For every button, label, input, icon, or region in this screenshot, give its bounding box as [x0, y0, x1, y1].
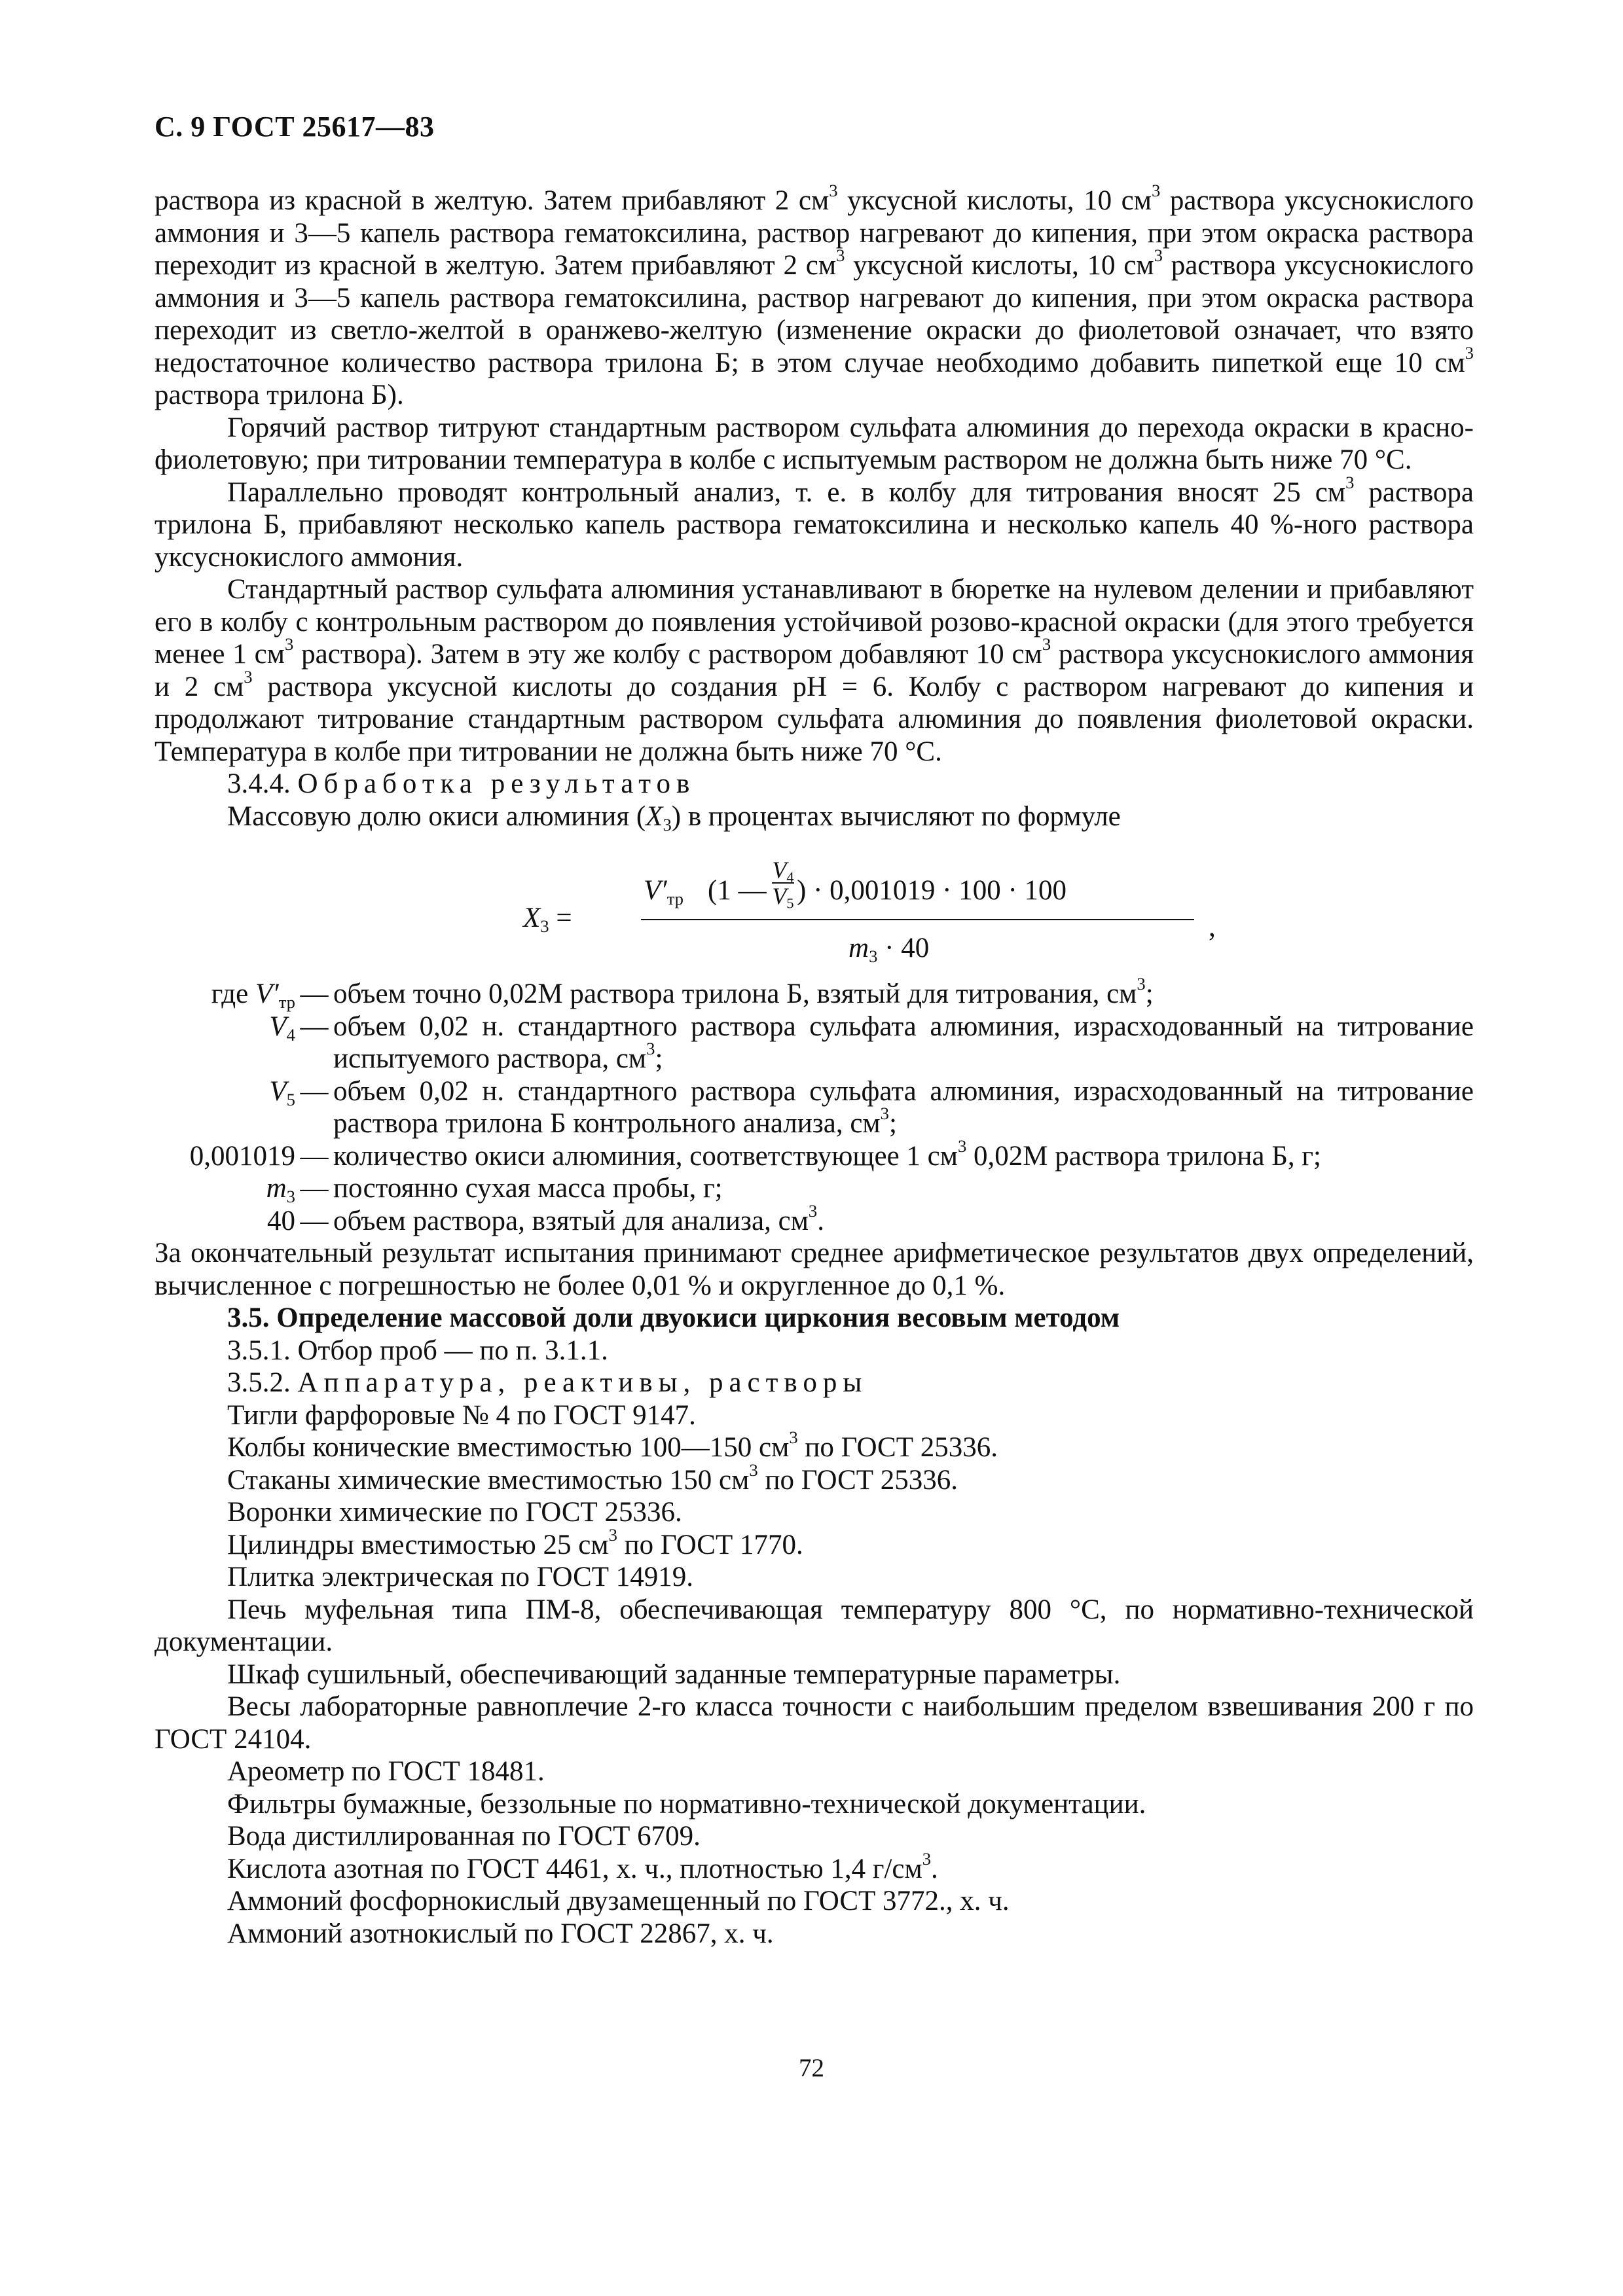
- text-run: где: [211, 978, 255, 1009]
- list-item: [155, 1496, 1474, 1529]
- definition-dash: —: [300, 1011, 329, 1042]
- text-run: V′: [255, 978, 279, 1009]
- text-run: 3: [808, 1200, 818, 1221]
- text-run: Плитка электрическая по ГОСТ 14919.: [227, 1562, 694, 1592]
- text-run: по ГОСТ 1770.: [617, 1529, 803, 1560]
- text-run: V: [269, 1075, 287, 1107]
- definition-row: [155, 1011, 1474, 1075]
- text-run: количество окиси алюминия, соответствующее 1 см: [333, 1140, 958, 1172]
- text-run: Кислота азотная по ГОСТ 4461, х. ч., плотностью 1,4 г/см: [227, 1853, 922, 1884]
- definition-text: [333, 1172, 1474, 1205]
- text-run: Весы лабораторные равноплечие 2-го класса точности с наибольшим пределом взвешивания 200 г по ГОСТ 24104.: [155, 1691, 1474, 1755]
- section-heading-3-5-2: [155, 1367, 1474, 1399]
- text-run: Вода дистиллированная по ГОСТ 6709.: [227, 1821, 701, 1852]
- text-run: 3: [284, 634, 294, 655]
- equipment-list: [155, 1399, 1474, 1950]
- paragraph: [155, 472, 1474, 574]
- text-run: Печь муфельная типа ПМ-8, обеспечивающая температуру 800 °С, по нормативно-технической документации.: [155, 1594, 1474, 1657]
- formula-fraction-line: [641, 919, 1194, 920]
- definition-dash: —: [300, 1140, 329, 1172]
- definition-text: [333, 1075, 1474, 1140]
- text-run: раствора из красной в желтую. Затем прибавляют 2 см: [155, 185, 830, 216]
- text-run: 3: [1042, 634, 1051, 655]
- paragraph: [155, 412, 1474, 476]
- paragraphs-after-formula: [155, 1237, 1474, 1302]
- text-run: За окончательный результат испытания принимают среднее арифметическое результатов двух определений, вычисленное с погрешностью не более 0,01 % и округленное до 0,1 %.: [155, 1238, 1474, 1301]
- text-run: уксусной кислоты, 10 см: [837, 185, 1152, 216]
- text-run: 3: [749, 1460, 758, 1480]
- definition-text: [333, 1136, 1474, 1173]
- text-run: 0,02М раствора трилона Б, г;: [966, 1140, 1321, 1172]
- text-run: Массовую долю окиси алюминия (: [227, 800, 646, 832]
- definition-dash: —: [300, 1173, 329, 1204]
- text-run: 3: [1154, 245, 1163, 266]
- text-run: 0,001019: [189, 1140, 295, 1172]
- list-item: [155, 1561, 1474, 1594]
- text-run: 3: [1345, 472, 1355, 492]
- text-run: раствора уксуснокислого аммония и 2 см: [155, 639, 1474, 702]
- definition-row: [155, 1172, 1474, 1205]
- text-run: X: [646, 800, 663, 832]
- text-run: раствора трилона Б).: [155, 380, 404, 410]
- formula: [155, 836, 1474, 974]
- text-run: Аммоний фосфорнокислый двузамещенный по ГОСТ 3772., х. ч.: [227, 1886, 1010, 1916]
- text-run: постоянно сухая масса пробы, г;: [333, 1173, 723, 1204]
- text-run: 3: [646, 1039, 655, 1059]
- paragraphs-before-formula: [155, 181, 1474, 768]
- list-item: [155, 1460, 1474, 1497]
- definition-row: [155, 1136, 1474, 1173]
- text-run: объем 0,02 н. стандартного раствора сульфата алюминия, израсходованный на титрование раствора трилона Б контрольного анализа, см: [333, 1075, 1474, 1139]
- text-run: 40: [267, 1205, 295, 1236]
- formula-denominator: $m_3 \cdot 40$: [848, 933, 930, 966]
- page-number: 72: [799, 2054, 824, 2082]
- list-item: [155, 1918, 1474, 1950]
- text-run: Шкаф сушильный, обеспечивающий заданные температурные параметры.: [227, 1659, 1121, 1690]
- formula-v4-over-v5: [772, 857, 794, 912]
- formula-num-open: (1 —: [708, 875, 767, 906]
- text-run: 3: [1137, 974, 1146, 994]
- text-run: уксусной кислоты, 10 см: [845, 250, 1154, 281]
- text-run: m: [266, 1173, 287, 1204]
- text-run: по ГОСТ 25336.: [797, 1432, 998, 1463]
- text-run: 3: [1151, 181, 1161, 201]
- definition-text: [333, 1011, 1474, 1075]
- text-run: Фильтры бумажные, беззольные по нормативно-технической документации.: [227, 1788, 1146, 1820]
- text-run: 3: [789, 1427, 798, 1448]
- definition-term: [155, 1140, 295, 1173]
- text-run: V: [269, 1011, 287, 1042]
- text-run: раствора уксуснокислого аммония и 3—5 капель раствора гематоксилина, раствор нагревают до кипения, при этом окраска раствора переходит из красной в желтую. Затем прибавляют 2 см: [155, 185, 1474, 281]
- text-run: Стандартный раствор сульфата алюминия устанавливают в бюретке на нулевом делении и прибавляют его в колбу с контрольным раствором до появления устойчивой розово-красной окраски (для этого требуется менее 1 см: [155, 574, 1474, 670]
- text-run: раствора). Затем в эту же колбу с раствором добавляют 10 см: [293, 639, 1042, 670]
- list-item: [155, 1524, 1474, 1562]
- list-item: [155, 1659, 1474, 1691]
- definition-row: [155, 974, 1474, 1012]
- text-run: .: [817, 1205, 824, 1236]
- text-run: 3: [880, 1103, 889, 1124]
- text-run: Воронки химические по ГОСТ 25336.: [227, 1497, 682, 1528]
- formula-v4: $V_4$: [772, 857, 794, 886]
- text-run: 3: [286, 1186, 295, 1206]
- list-item: [155, 1594, 1474, 1659]
- definition-row: [155, 1075, 1474, 1140]
- definition-term: [155, 1011, 295, 1043]
- text-run: Аммоний азотнокислый по ГОСТ 22867, х. ч.: [227, 1918, 774, 1949]
- page-header: С. 9 ГОСТ 25617—83: [155, 111, 435, 143]
- section-title: Обработка результатов: [297, 768, 696, 799]
- paragraph: [155, 1237, 1474, 1302]
- formula-v5: $V_5$: [772, 883, 794, 912]
- definition-dash: —: [300, 1205, 329, 1236]
- text-run: по ГОСТ 25336.: [757, 1464, 958, 1496]
- formula-num-rest: ) · 0,001019 · 100 · 100: [797, 875, 1067, 906]
- text-run: Стаканы химические вместимостью 150 см: [227, 1464, 750, 1496]
- text-run: объем раствора, взятый для анализа, см: [333, 1205, 809, 1236]
- list-item: [155, 1820, 1474, 1853]
- text-run: объем 0,02 н. стандартного раствора сульфата алюминия, израсходованный на титрование испытуемого раствора, см: [333, 1011, 1474, 1074]
- text-run: Ареометр по ГОСТ 18481.: [227, 1756, 545, 1787]
- text-run: 3: [663, 814, 672, 834]
- text-run: Параллельно проводят контрольный анализ, т. е. в колбу для титрования вносят 25 см: [227, 476, 1346, 508]
- text-run: ;: [655, 1043, 663, 1074]
- text-run: 3: [608, 1524, 617, 1545]
- definition-dash: —: [300, 978, 329, 1009]
- list-item: [155, 1399, 1474, 1432]
- item-3-5-1: 3.5.1. Отбор проб — по п. 3.1.1.: [227, 1335, 608, 1366]
- text-run: Колбы конические вместимостью 100—150 см: [227, 1432, 790, 1463]
- text-run: Горячий раствор титруют стандартным раствором сульфата алюминия до перехода окраски в красно-фиолетовую; при титровании температура в колбе с испытуемым раствором не должна быть ниже 70 °С.: [155, 412, 1474, 475]
- paragraph: [155, 181, 1474, 412]
- text-run: ) в процентах вычисляют по формуле: [671, 800, 1121, 832]
- list-item: [155, 1788, 1474, 1821]
- definition-text: [333, 1200, 1474, 1238]
- text-run: 3: [957, 1136, 967, 1156]
- text-run: тр: [278, 992, 295, 1012]
- text-run: ;: [888, 1108, 897, 1139]
- definition-term: [155, 1172, 295, 1205]
- text-run: .: [931, 1853, 938, 1884]
- text-run: ;: [1145, 978, 1154, 1009]
- section-number: 3.5.2.: [227, 1367, 291, 1398]
- formula-num-v: $V'_{тр}$: [644, 875, 684, 908]
- text-run: раствора уксусной кислоты до создания рН = 6. Колбу с раствором нагревают до кипения и продолжают титрование стандартным раствором сульфата алюминия до появления фиолетовой окраски. Температура в колбе при титровании не должна быть ниже 70 °С.: [155, 671, 1474, 767]
- definition-term: [155, 1205, 295, 1238]
- text-run: Цилиндры вместимостью 25 см: [227, 1529, 609, 1560]
- list-item: [155, 1885, 1474, 1918]
- section-number: 3.4.4.: [227, 768, 291, 799]
- list-item: [155, 1848, 1474, 1886]
- definition-term: [155, 1075, 295, 1108]
- text-run: 3: [829, 181, 838, 201]
- section-heading-3-4-4: [155, 768, 1474, 800]
- list-item: [155, 1427, 1474, 1464]
- text-run: 3: [244, 666, 253, 687]
- text-run: 3: [836, 245, 845, 266]
- text-run: раствора уксуснокислого аммония и 3—5 капель раствора гематоксилина, раствор нагревают до кипения, при этом окраска раствора переходит из светло-желтой в оранжево-желтую (изменение окраски до фиолетовой означает, что взято недостаточное количество раствора трилона Б; в этом случае необходимо добавить пипеткой еще 10 см: [155, 250, 1474, 378]
- text-run: 3: [922, 1848, 932, 1869]
- list-item: [155, 1755, 1474, 1788]
- formula-trailing-comma: ,: [1209, 912, 1216, 942]
- text-run: объем точно 0,02М раствора трилона Б, взятый для титрования, см: [333, 978, 1137, 1009]
- section-heading-3-5: 3.5. Определение массовой доли двуокиси циркония весовым методом: [227, 1302, 1120, 1333]
- text-run: 3: [1465, 342, 1474, 363]
- section-title: Аппаратура, реактивы, растворы: [297, 1367, 868, 1398]
- definition-term: [155, 978, 295, 1011]
- definition-dash: —: [300, 1075, 329, 1107]
- text-run: Тигли фарфоровые № 4 по ГОСТ 9147.: [227, 1399, 696, 1431]
- text-run: 5: [286, 1089, 295, 1109]
- definition-row: [155, 1200, 1474, 1238]
- page-content: [155, 181, 1474, 1950]
- text-run: 4: [286, 1024, 295, 1045]
- formula-intro: [155, 800, 1474, 833]
- definition-text: [333, 974, 1474, 1011]
- text-run: раствора трилона Б, прибавляют несколько капель раствора гематоксилина и несколько капель 40 %-ного раствора уксуснокислого аммония.: [155, 476, 1474, 573]
- list-item: [155, 1691, 1474, 1755]
- formula-definitions: [155, 974, 1474, 1237]
- paragraph: [155, 573, 1474, 768]
- formula-lhs: $X_3$ =: [523, 903, 572, 936]
